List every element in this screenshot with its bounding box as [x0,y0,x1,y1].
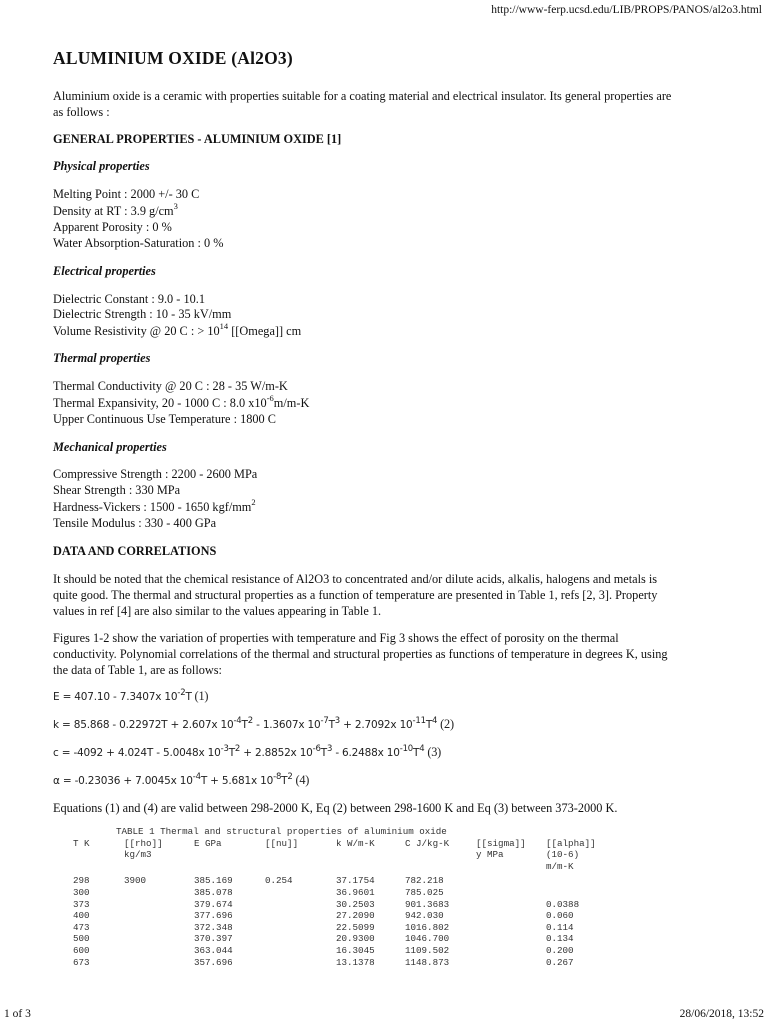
table-cell: 1109.502 [405,944,450,956]
table-cell: 1046.700 [405,933,450,945]
para1-line-1: It should be noted that the chemical resistance of Al2O3 to concentrated and/or dilute acids, alkalis, halogens and metals is [53,572,658,586]
table-cell: 373 [73,898,90,910]
page-number: 1 of 3 [4,1008,31,1020]
validity-note: Equations (1) and (4) are valid between 298-2000 K, Eq (2) between 298-1600 K and Eq (3) between 373-2000 K. [53,801,618,815]
table-cell: 0.060 [546,910,574,922]
table-cell: 357.696 [194,956,233,968]
electrical-heading: Electrical properties [53,264,156,278]
table-cell: 372.348 [194,921,233,933]
thermal-conductivity: Thermal Conductivity @ 20 C : 28 - 35 W/m-K [53,379,288,393]
table-cell: 16.3045 [336,944,375,956]
shear-strength: Shear Strength : 330 MPa [53,483,181,497]
equation-2: k = 85.868 - 0.22972T + 2.607x $10^{-4}T^2 - 1.3607x$ $10^{-7}T^3 + 2.7092x$ $10^{-11}T^4$ (2) [53,715,454,731]
dielectric-strength: Dielectric Strength : 10 - 35 kV/mm [53,307,232,321]
melting-point: Melting Point : 2000 +/- 30 C [53,187,200,201]
intro-line-1: Aluminium oxide is a ceramic with properties suitable for a coating material and electrical insulator. Its general properties are [53,89,672,103]
density: Density at RT : 3.9 $g/cm^3$ [53,200,178,218]
table-cell: 0.114 [546,921,574,933]
table-cell: 1016.802 [405,921,450,933]
general-properties-heading: GENERAL PROPERTIES - ALUMINIUM OXIDE [1] [53,132,342,146]
table-cell: 0.0388 [546,898,580,910]
table-cell: 377.696 [194,910,233,922]
table-cell: 298 [73,875,90,887]
table-cell: 785.025 [405,886,444,898]
para2-line-3: the data of Table 1, are as follows: [53,663,222,677]
table-cell: 27.2090 [336,910,375,922]
table-cell: 3900 [124,875,147,887]
thermal-expansivity: Thermal Expansivity, 20 - 1000 C : 8.0 $x10^{-6}m/m-K$ [53,392,310,410]
page-url: http://www-ferp.ucsd.edu/LIB/PROPS/PANOS/al2o3.html [491,4,762,16]
page-title: ALUMINIUM OXIDE (Al2O3) [53,48,293,68]
table-cell: 30.2503 [336,898,375,910]
table-cell: 300 [73,886,90,898]
apparent-porosity: Apparent Porosity : 0 % [53,220,172,234]
table-cell: 370.397 [194,933,233,945]
table-cell: 500 [73,933,90,945]
table-cell: 37.1754 [336,875,375,887]
compressive-strength: Compressive Strength : 2200 - 2600 MPa [53,467,258,481]
table-cell: 600 [73,944,90,956]
table-cell: 400 [73,910,90,922]
para2-line-2: conductivity. Polynomial correlations of the thermal and structural properties as functions of temperature in degrees K, using [53,647,668,661]
table-cell: 0.200 [546,944,574,956]
table-cell: 363.044 [194,944,233,956]
table-cell: 385.078 [194,886,233,898]
table-cell: 0.254 [265,875,293,887]
table-cell: 782.218 [405,875,444,887]
dielectric-constant: Dielectric Constant : 9.0 - 10.1 [53,292,205,306]
table-cell: 901.3683 [405,898,450,910]
water-absorption: Water Absorption-Saturation : 0 % [53,236,224,250]
table-cell: 942.030 [405,910,444,922]
intro-line-2: as follows : [53,105,110,119]
equation-3: c = -4092 + 4.024T - 5.0048x $10^{-3}T^2 + 2.8852x$ $10^{-6}T^3 - 6.2488x$ $10^{-10}T^4$ (3) [53,743,442,759]
table-cell: 1148.873 [405,956,450,968]
para2-line-1: Figures 1-2 show the variation of properties with temperature and Fig 3 shows the effect of porosity on the thermal [53,631,619,645]
table-cell: 0.134 [546,933,574,945]
mechanical-heading: Mechanical properties [53,440,167,454]
table-cell: 0.267 [546,956,574,968]
volume-resistivity: Volume Resistivity @ 20 C : > $10^{14}$ [[Omega]] cm [53,320,302,338]
thermal-heading: Thermal properties [53,351,151,365]
tensile-modulus: Tensile Modulus : 330 - 400 GPa [53,516,217,530]
table-cell: 20.9300 [336,933,375,945]
table-cell: 379.674 [194,898,233,910]
equation-1: E = 407.10 - 7.3407x $10^{-2}T$ (1) [53,687,209,703]
table-cell: 22.5099 [336,921,375,933]
physical-heading: Physical properties [53,159,150,173]
equation-4: α = -0.23036 + 7.0045x $10^{-4}T + 5.681x$ $10^{-8}T^2$ (4) [53,771,310,787]
para1-line-3: values in ref [4] are also similar to the values appearing in Table 1. [53,604,382,618]
para1-line-2: quite good. The thermal and structural properties as a function of temperature are presented in Table 1, refs [2, 3]. Property [53,588,658,602]
table-cell: 13.1378 [336,956,375,968]
table-cell: 36.9601 [336,886,375,898]
table-cell: 473 [73,921,90,933]
upper-use-temperature: Upper Continuous Use Temperature : 1800 C [53,412,276,426]
table-cell: 673 [73,956,90,968]
table-cell: 385.169 [194,875,233,887]
hardness-vickers: Hardness-Vickers : 1500 - 1650 kgf/$mm^2$ [53,496,256,514]
data-correlations-heading: DATA AND CORRELATIONS [53,544,217,558]
print-datetime: 28/06/2018, 13:52 [679,1008,764,1020]
